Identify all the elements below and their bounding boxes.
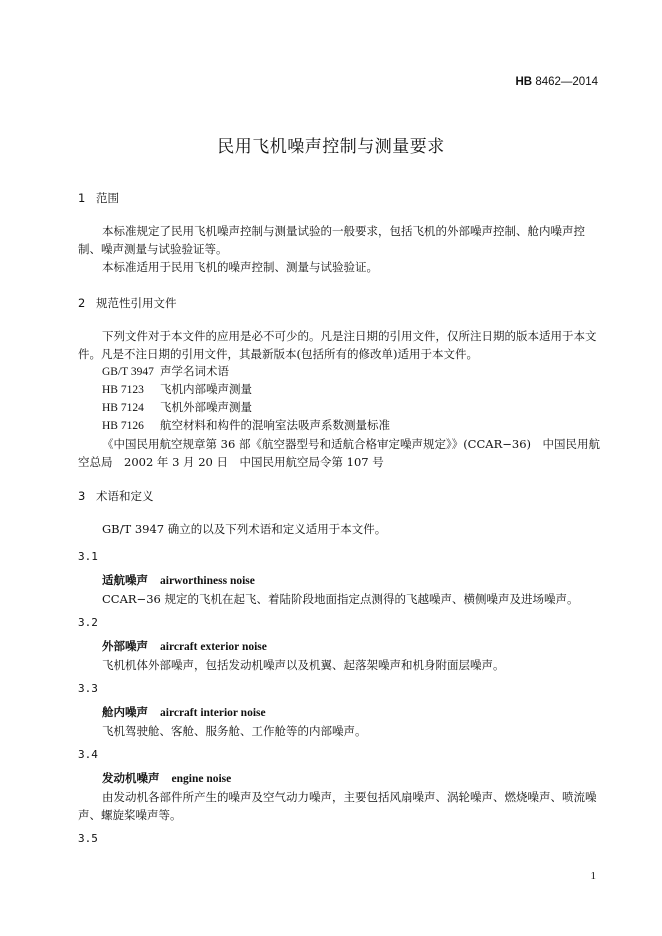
term-definition: CCAR−36 规定的飞机在起飞、着陆阶段地面指定点测得的飞越噪声、横侧噪声及进场噪声。 [102,592,579,606]
term-number: 3.1 [78,550,98,563]
reference-item: HB 7126 航空材料和构件的混响室法吸声系数测量标准 [102,418,390,432]
term-number: 3.5 [78,832,98,845]
reference-item: GB/T 3947 声学名词术语 [102,364,229,378]
term-definition: 飞机机体外部噪声，包括发动机噪声以及机翼、起落架噪声和机身附面层噪声。 [102,658,505,672]
reference-item: HB 7124 飞机外部噪声测量 [102,400,252,414]
term-definition: 飞机驾驶舱、客舱、服务舱、工作舱等的内部噪声。 [102,724,367,738]
term-title: 舱内噪声 aircraft interior noise [102,705,266,719]
term-number: 3.4 [78,748,98,761]
term-number: 3.3 [78,682,98,695]
paragraph-references-intro: 下列文件对于本文件的应用是必不可少的。凡是注日期的引用文件，仅所注日期的版本适用于本文件。凡是不注日期的引用文件，其最新版本(包括所有的修改单)适用于本文件。 [78,329,597,361]
term-title: 发动机噪声 engine noise [102,771,232,785]
term-number: 3.2 [78,616,98,629]
paragraph-terms-intro: GB/T 3947 确立的以及下列术语和定义适用于本文件。 [102,522,387,536]
document-code: HB 8462—2014 [515,76,598,88]
paragraph-scope-1: 本标准规定了民用飞机噪声控制与测量试验的一般要求，包括飞机的外部噪声控制、舱内噪声控制、噪声测量与试验验证等。 [78,224,585,256]
page-title: 民用飞机噪声控制与测量要求 [217,137,445,157]
paragraph-ccar-reference: 《中国民用航空规章第 36 部《航空器型号和适航合格审定噪声规定》》(CCAR−36) 中国民用航空总局 2002 年 3 月 20 日 中国民用航空局令第 107 号 [78,437,600,469]
reference-item: HB 7123 飞机内部噪声测量 [102,382,252,396]
term-title: 适航噪声 airworthiness noise [102,573,255,587]
section-heading-scope: 1 范围 [78,191,119,205]
term-definition: 由发动机各部件所产生的噪声及空气动力噪声，主要包括风扇噪声、涡轮噪声、燃烧噪声、喷流噪声、螺旋桨噪声等。 [78,790,597,822]
section-heading-references: 2 规范性引用文件 [78,296,177,310]
section-heading-terms: 3 术语和定义 [78,489,154,503]
term-title: 外部噪声 aircraft exterior noise [102,639,267,653]
page-number: 1 [590,870,596,882]
paragraph-scope-2: 本标准适用于民用飞机的噪声控制、测量与试验验证。 [102,260,378,274]
